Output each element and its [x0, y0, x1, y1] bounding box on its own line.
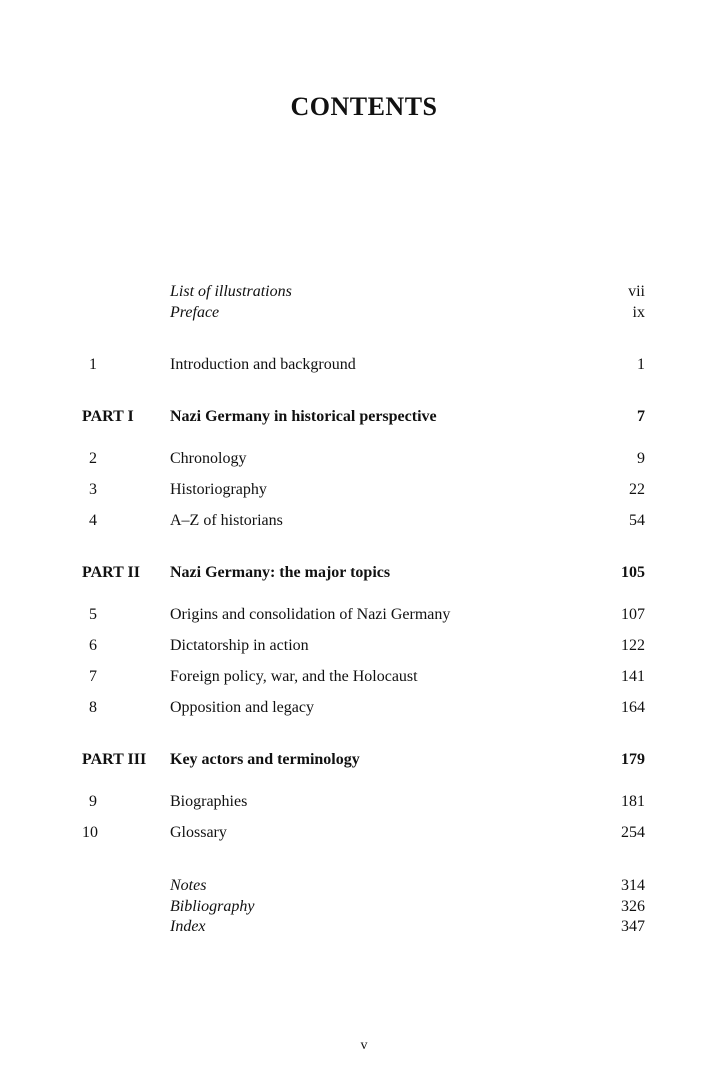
toc-entry-label[interactable]: Notes: [170, 877, 207, 894]
toc-entry-number: 8: [89, 699, 97, 716]
toc-entry-chapter-10[interactable]: [82, 822, 645, 844]
toc-entry-label[interactable]: List of illustrations: [170, 283, 292, 300]
toc-part-number: PART I: [82, 408, 134, 425]
toc-part-label[interactable]: Nazi Germany: the major topics: [170, 564, 391, 581]
toc-part-3[interactable]: [82, 749, 645, 771]
toc-entry-page: 122: [621, 637, 645, 654]
toc-entry-list-of-illustrations[interactable]: [82, 281, 645, 303]
toc-part-page: 7: [637, 408, 645, 425]
toc-entry-bibliography[interactable]: [82, 896, 645, 918]
toc-entry-notes[interactable]: [82, 875, 645, 897]
toc-entry-page: 314: [621, 877, 645, 894]
toc-entry-preface[interactable]: [82, 302, 645, 324]
toc-entry-number: 5: [89, 606, 97, 623]
toc-entry-label[interactable]: Bibliography: [170, 898, 255, 915]
toc-entry-page: 181: [621, 793, 645, 810]
toc-entry-chapter-2[interactable]: [82, 448, 645, 470]
toc-entry-label[interactable]: A–Z of historians: [170, 512, 283, 529]
toc-part-page: 179: [621, 751, 645, 768]
toc-entry-index[interactable]: [82, 916, 645, 938]
toc-part-label[interactable]: Key actors and terminology: [170, 751, 360, 768]
toc-part-1[interactable]: [82, 406, 645, 428]
toc-entry-number: 3: [89, 481, 97, 498]
toc-entry-chapter-9[interactable]: [82, 791, 645, 813]
toc-entry-label[interactable]: Historiography: [170, 481, 267, 498]
toc-entry-page: 22: [629, 481, 645, 498]
toc-entry-label[interactable]: Origins and consolidation of Nazi Germany: [170, 606, 451, 623]
toc-entry-label[interactable]: Foreign policy, war, and the Holocaust: [170, 668, 418, 685]
toc-entry-chapter-3[interactable]: [82, 479, 645, 501]
toc-entry-number: 6: [89, 637, 97, 654]
toc-entry-page: 254: [621, 824, 645, 841]
toc-part-2[interactable]: [82, 562, 645, 584]
page-title: CONTENTS: [290, 92, 438, 121]
toc-entry-page: 326: [621, 898, 645, 915]
toc-entry-label[interactable]: Dictatorship in action: [170, 637, 309, 654]
toc-entry-label[interactable]: Biographies: [170, 793, 248, 810]
toc-entry-number: 9: [89, 793, 97, 810]
toc-entry-label[interactable]: Glossary: [170, 824, 227, 841]
toc-entry-page: 141: [621, 668, 645, 685]
toc-entry-chapter-4[interactable]: [82, 510, 645, 532]
toc-entry-page: ix: [632, 304, 645, 321]
toc-entry-page: 164: [621, 699, 645, 716]
toc-entry-chapter-7[interactable]: [82, 666, 645, 688]
toc-entry-chapter-6[interactable]: [82, 635, 645, 657]
toc-entry-page: 54: [629, 512, 645, 529]
toc-entry-page: 1: [637, 356, 645, 373]
toc-entry-number: 10: [82, 824, 98, 841]
toc-part-number: PART II: [82, 564, 140, 581]
toc-entry-number: 4: [89, 512, 97, 529]
toc-part-number: PART III: [82, 751, 147, 768]
toc-entry-label[interactable]: Index: [170, 918, 206, 935]
toc-entry-label[interactable]: Opposition and legacy: [170, 699, 314, 716]
toc-entry-label[interactable]: Introduction and background: [170, 356, 356, 373]
toc-entry-page: 9: [637, 450, 645, 467]
toc-entry-page: vii: [628, 283, 645, 300]
toc-entry-chapter-8[interactable]: [82, 697, 645, 719]
toc-part-label[interactable]: Nazi Germany in historical perspective: [170, 408, 437, 425]
toc-entry-page: 107: [621, 606, 645, 623]
toc-entry-number: 2: [89, 450, 97, 467]
toc-entry-label[interactable]: Chronology: [170, 450, 247, 467]
toc-part-page: 105: [621, 564, 645, 581]
toc-entry-page: 347: [621, 918, 645, 935]
toc-entry-chapter-5[interactable]: [82, 604, 645, 626]
toc-entry-number: 7: [89, 668, 97, 685]
toc-entry-number: 1: [89, 356, 97, 373]
toc-entry-label[interactable]: Preface: [170, 304, 220, 321]
toc-entry-chapter-1[interactable]: [82, 354, 645, 376]
page-folio: v: [360, 1038, 368, 1053]
